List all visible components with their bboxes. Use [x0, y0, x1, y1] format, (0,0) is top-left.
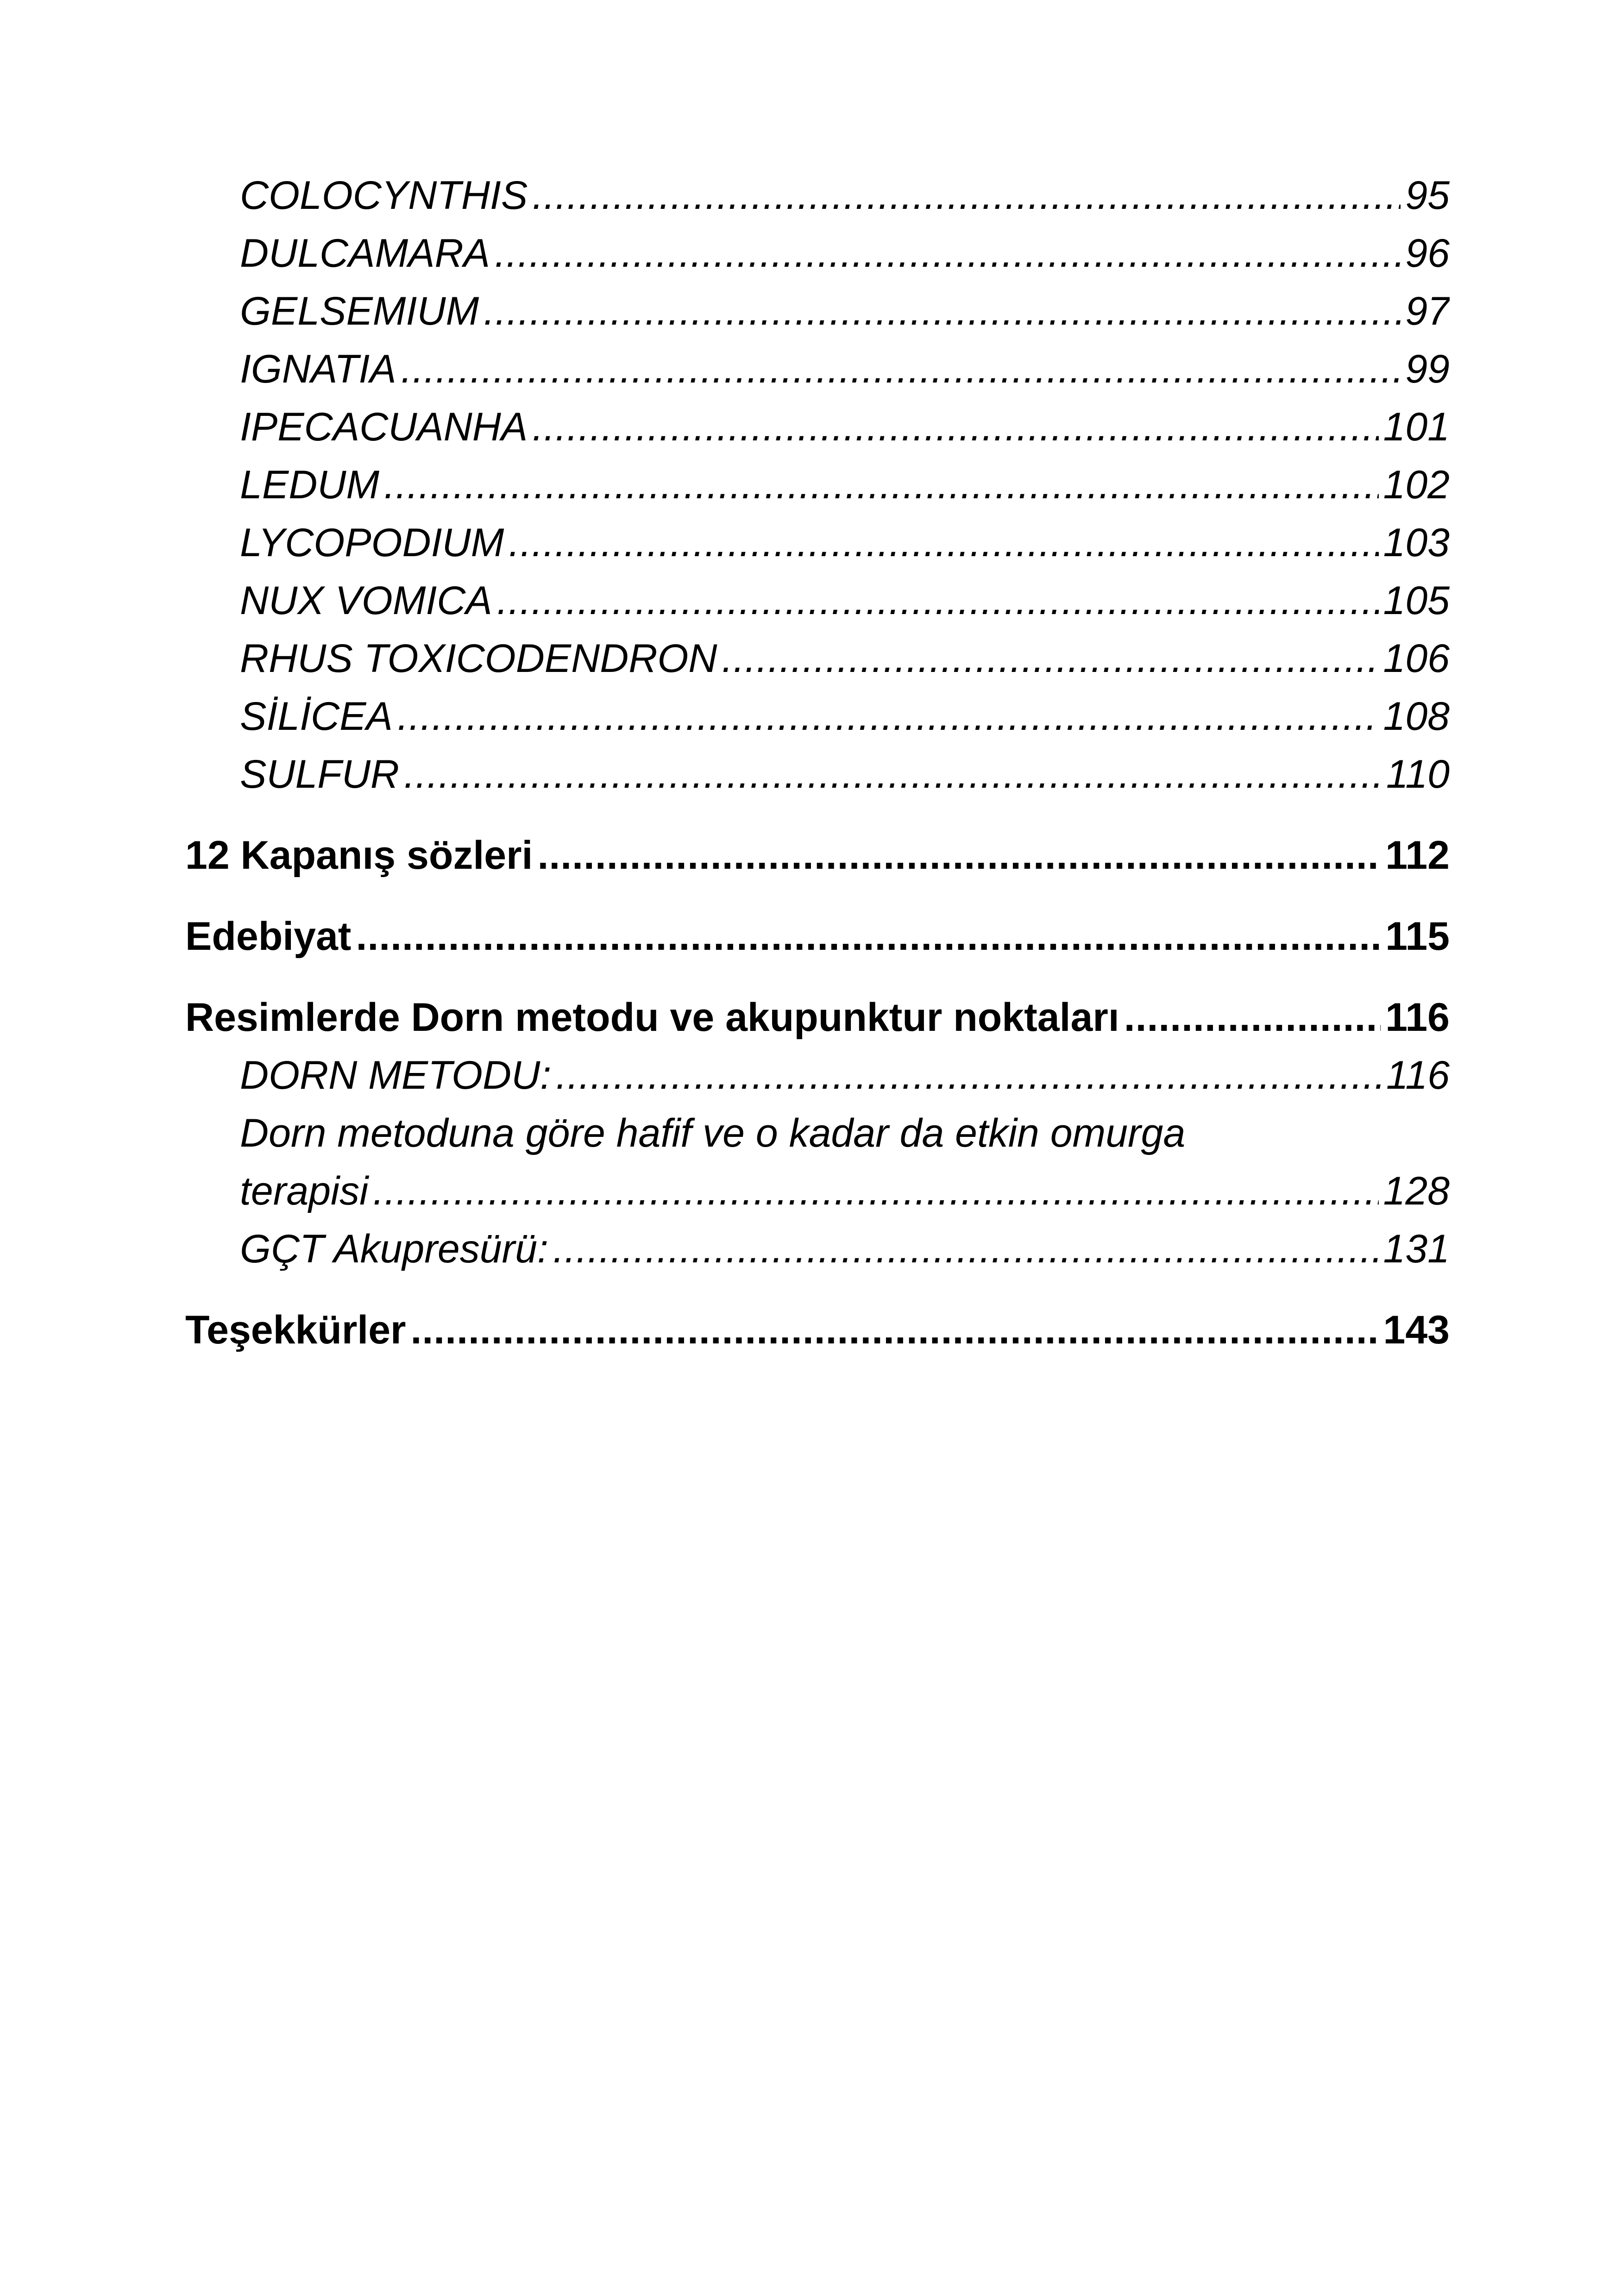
toc-entry-label: IGNATIA	[240, 347, 396, 391]
toc-chapter-label: Resimlerde Dorn metodu ve akupunktur noktaları	[185, 995, 1119, 1040]
toc-page-number: 106	[1383, 636, 1450, 681]
dot-leader	[532, 398, 1378, 456]
dot-leader	[384, 456, 1378, 514]
toc-entry-label: DORN METODU:	[240, 1053, 552, 1098]
toc-page-number: 143	[1383, 1308, 1450, 1352]
dot-leader	[1124, 989, 1381, 1047]
toc-entry-acupressure[interactable]	[185, 1220, 1450, 1278]
toc-page-number: 95	[1405, 173, 1450, 218]
toc-entry-label: SULFUR	[240, 752, 400, 797]
dot-leader	[495, 225, 1401, 282]
toc-chapter-thanks[interactable]	[185, 1301, 1450, 1359]
toc-entry-label: LEDUM	[240, 463, 380, 507]
toc-entry-dulcamara[interactable]	[185, 225, 1450, 282]
dot-leader	[484, 282, 1401, 340]
table-of-contents	[185, 167, 1450, 1359]
dot-leader	[497, 572, 1379, 630]
toc-entry-label: NUX VOMICA	[240, 578, 492, 623]
toc-page-number: 110	[1386, 752, 1450, 797]
toc-page-number: 112	[1385, 833, 1450, 878]
toc-entry-label: IPECACUANHA	[240, 405, 528, 449]
toc-entry-gelsemium[interactable]	[185, 282, 1450, 340]
toc-chapter-literature[interactable]	[185, 908, 1450, 966]
toc-chapter-label: Edebiyat	[185, 914, 352, 959]
toc-entry-label: GELSEMIUM	[240, 289, 479, 333]
dot-leader	[532, 167, 1401, 225]
toc-page-number: 116	[1386, 1053, 1450, 1098]
toc-entry-label: DULCAMARA	[240, 231, 490, 276]
dot-leader	[397, 688, 1379, 746]
toc-entry-sulfur[interactable]	[185, 746, 1450, 803]
toc-entry-dorn-method[interactable]	[185, 1047, 1450, 1104]
dot-leader	[509, 514, 1378, 572]
toc-page-number: 102	[1383, 463, 1450, 507]
toc-entry-label: terapisi	[240, 1169, 369, 1213]
toc-entry-colocynthis[interactable]	[185, 167, 1450, 225]
toc-page-number: 105	[1383, 578, 1450, 623]
toc-page-number: 97	[1405, 289, 1450, 333]
toc-page-number: 115	[1385, 914, 1450, 959]
toc-page-number: 96	[1405, 231, 1450, 276]
toc-entry-ipecacuanha[interactable]	[185, 398, 1450, 456]
toc-chapter-pictures[interactable]	[185, 989, 1450, 1047]
toc-page-number: 131	[1383, 1227, 1450, 1271]
toc-entry-lycopodium[interactable]	[185, 514, 1450, 572]
toc-page-number: 103	[1383, 521, 1450, 565]
toc-entry-therapy-line1[interactable]: Dorn metoduna göre hafif ve o kadar da etkin omurga	[240, 1111, 1186, 1155]
toc-page-number: 101	[1383, 405, 1450, 449]
dot-leader	[356, 908, 1381, 966]
dot-leader	[411, 1301, 1379, 1359]
toc-page-number: 116	[1385, 995, 1450, 1040]
dot-leader	[404, 746, 1382, 803]
toc-entry-label: LYCOPODIUM	[240, 521, 504, 565]
dot-leader	[373, 1162, 1378, 1220]
toc-entry-label: RHUS TOXICODENDRON	[240, 636, 717, 681]
toc-entry-nux-vomica[interactable]	[185, 572, 1450, 630]
toc-page-number: 108	[1383, 694, 1450, 739]
toc-entry-ignatia[interactable]	[185, 340, 1450, 398]
toc-entry-silicea[interactable]	[185, 688, 1450, 746]
toc-page-number: 128	[1383, 1169, 1450, 1213]
dot-leader	[537, 827, 1381, 885]
dot-leader	[556, 1047, 1382, 1104]
dot-leader	[401, 340, 1401, 398]
toc-chapter-closing-words[interactable]	[185, 827, 1450, 885]
toc-chapter-label: 12 Kapanış sözleri	[185, 833, 533, 878]
toc-entry-label: SİLİCEA	[240, 694, 393, 739]
toc-chapter-label: Teşekkürler	[185, 1308, 406, 1352]
toc-entry-rhus-toxicodendron[interactable]	[185, 630, 1450, 688]
toc-page-number: 99	[1405, 347, 1450, 391]
toc-entry-ledum[interactable]	[185, 456, 1450, 514]
dot-leader	[722, 630, 1379, 688]
toc-entry-label: GÇT Akupresürü:	[240, 1227, 548, 1271]
toc-entry-therapy[interactable]	[185, 1162, 1450, 1220]
toc-entry-label: COLOCYNTHIS	[240, 173, 528, 218]
dot-leader	[553, 1220, 1379, 1278]
